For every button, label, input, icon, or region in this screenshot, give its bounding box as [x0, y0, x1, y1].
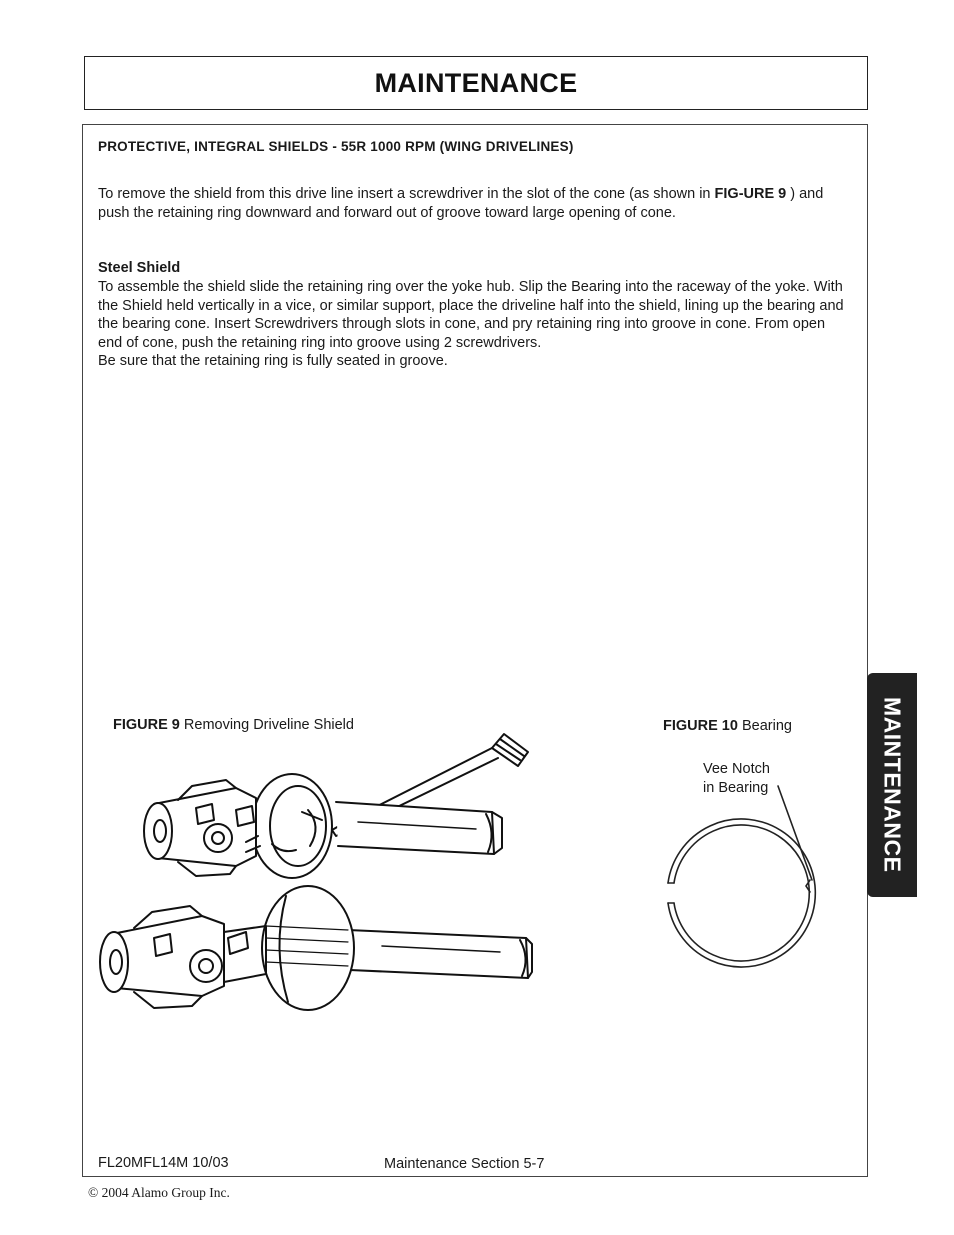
callout-leader-line — [778, 786, 812, 880]
figure-10-bearing-ring-illustration — [660, 780, 830, 980]
maintenance-side-tab — [867, 673, 917, 897]
figure-9-driveline-illustration — [96, 726, 536, 1026]
upper-driveline-drawing — [144, 774, 502, 878]
figure-9-label: FIGURE 9 — [113, 717, 180, 733]
steel-shield-subheading: Steel Shield — [98, 260, 181, 276]
footer-copyright: © 2004 Alamo Group Inc. — [88, 1185, 230, 1200]
side-tab-label: MAINTENANCE — [879, 697, 906, 873]
intro-paragraph — [98, 185, 848, 222]
steel-shield-body — [98, 278, 850, 371]
lower-driveline-drawing — [100, 886, 532, 1010]
intro-text-part2: ) and push the retaining ring downward and forward out of groove toward large opening of cone. — [98, 186, 824, 221]
callout-line-2: in Bearing — [703, 779, 769, 796]
body-paragraph-2: Be sure that the retaining ring is fully seated in groove. — [98, 353, 448, 370]
section-heading: PROTECTIVE, INTEGRAL SHIELDS - 55R 1000 RPM (WING DRIVELINES) — [98, 139, 574, 154]
page-title: MAINTENANCE — [374, 67, 578, 98]
figure-9-caption-text: Removing Driveline Shield — [179, 717, 354, 733]
callout-line-1: Vee Notch — [703, 761, 770, 777]
intro-figure-reference: FIG-URE 9 — [714, 186, 787, 202]
intro-text-part1: To remove the shield from this drive line insert a screwdriver in the slot of the cone (as shown in — [98, 186, 715, 202]
footer-document-code: FL20MFL14M 10/03 — [98, 1155, 229, 1171]
footer-section-page: Maintenance Section 5-7 — [384, 1156, 545, 1172]
figure-10-caption-text: Bearing — [737, 718, 792, 734]
figure-10-label: FIGURE 10 — [663, 718, 738, 734]
header-box — [84, 56, 868, 110]
figure-10-caption — [663, 718, 792, 734]
body-paragraph-1: To assemble the shield slide the retaining ring over the yoke hub. Slip the Bearing into the raceway of the yoke. With the Shield held vertically in a vice, or similar support, place the driveline half into the shield, lining up the bearing and the bearing cone. Insert Screwdrivers through slots in cone, and pry retaining ring into groove in cone. From open end of cone, push the retaining ring into groove using 2 screwdrivers. — [98, 279, 844, 351]
